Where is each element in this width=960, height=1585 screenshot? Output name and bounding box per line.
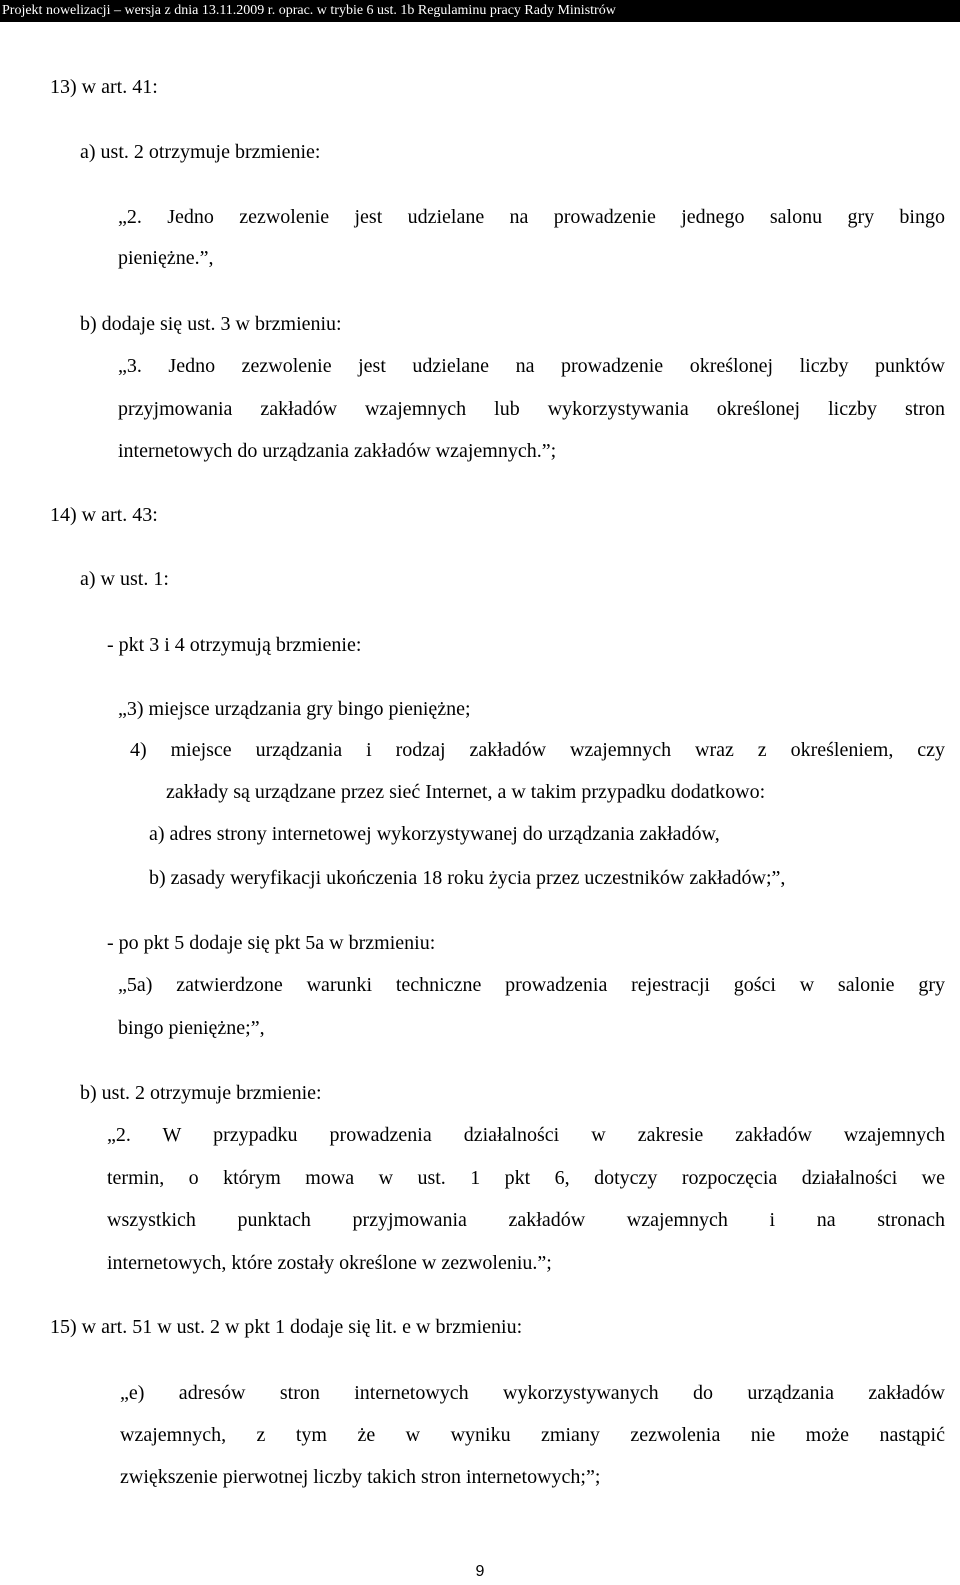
item-14-b: b) ust. 2 otrzymuje brzmienie: xyxy=(80,1082,322,1104)
quote-line: 4) miejsce urządzania i rodzaj zakładów wzajemnych wraz z określeniem, czy xyxy=(130,739,945,761)
item-15: 15) w art. 51 w ust. 2 w pkt 1 dodaje się lit. e w brzmieniu: xyxy=(50,1316,523,1338)
quote-line: „2. Jedno zezwolenie jest udzielane na prowadzenie jednego salonu gry bingo xyxy=(118,206,945,228)
quote-line: pieniężne.”, xyxy=(118,247,214,269)
quote-line: zwiększenie pierwotnej liczby takich stron internetowych;”; xyxy=(120,1466,601,1488)
quote-line: internetowych do urządzania zakładów wzajemnych.”; xyxy=(118,440,557,462)
item-13: 13) w art. 41: xyxy=(50,76,158,98)
quote-line: „3) miejsce urządzania gry bingo pieniężne; xyxy=(118,698,471,720)
quote-line: termin, o którym mowa w ust. 1 pkt 6, dotyczy rozpoczęcia działalności we xyxy=(107,1167,945,1189)
quote-line: b) zasady weryfikacji ukończenia 18 roku życia przez uczestników zakładów;”, xyxy=(149,867,786,889)
quote-line: „3. Jedno zezwolenie jest udzielane na prowadzenie określonej liczby punktów xyxy=(118,355,945,377)
quote-line: „e) adresów stron internetowych wykorzystywanych do urządzania zakładów xyxy=(120,1382,945,1404)
page-number: 9 xyxy=(475,1563,485,1580)
quote-line: „5a) zatwierdzone warunki techniczne prowadzenia rejestracji gości w salonie gry xyxy=(118,974,945,996)
dash-item: - po pkt 5 dodaje się pkt 5a w brzmieniu: xyxy=(107,932,436,954)
quote-line: „2. W przypadku prowadzenia działalności w zakresie zakładów wzajemnych xyxy=(107,1124,945,1146)
quote-line: wszystkich punktach przyjmowania zakładów wzajemnych i na stronach xyxy=(107,1209,945,1231)
quote-line: a) adres strony internetowej wykorzystywanej do urządzania zakładów, xyxy=(149,823,720,845)
quote-line: internetowych, które zostały określone w zezwoleniu.”; xyxy=(107,1252,552,1274)
item-13-a: a) ust. 2 otrzymuje brzmienie: xyxy=(80,141,321,163)
quote-line: zakłady są urządzane przez sieć Internet, a w takim przypadku dodatkowo: xyxy=(166,781,766,803)
quote-line: przyjmowania zakładów wzajemnych lub wykorzystywania określonej liczby stron xyxy=(118,398,945,420)
item-14: 14) w art. 43: xyxy=(50,504,158,526)
item-13-b: b) dodaje się ust. 3 w brzmieniu: xyxy=(80,313,342,335)
quote-line: wzajemnych, z tym że w wyniku zmiany zezwolenia nie może nastąpić xyxy=(120,1424,945,1446)
quote-line: bingo pieniężne;”, xyxy=(118,1017,265,1039)
document-header: Projekt nowelizacji – wersja z dnia 13.11.2009 r. oprac. w trybie 6 ust. 1b Regulaminu pracy Rady Ministrów xyxy=(0,0,960,22)
item-14-a: a) w ust. 1: xyxy=(80,568,169,590)
dash-item: - pkt 3 i 4 otrzymują brzmienie: xyxy=(107,634,362,656)
